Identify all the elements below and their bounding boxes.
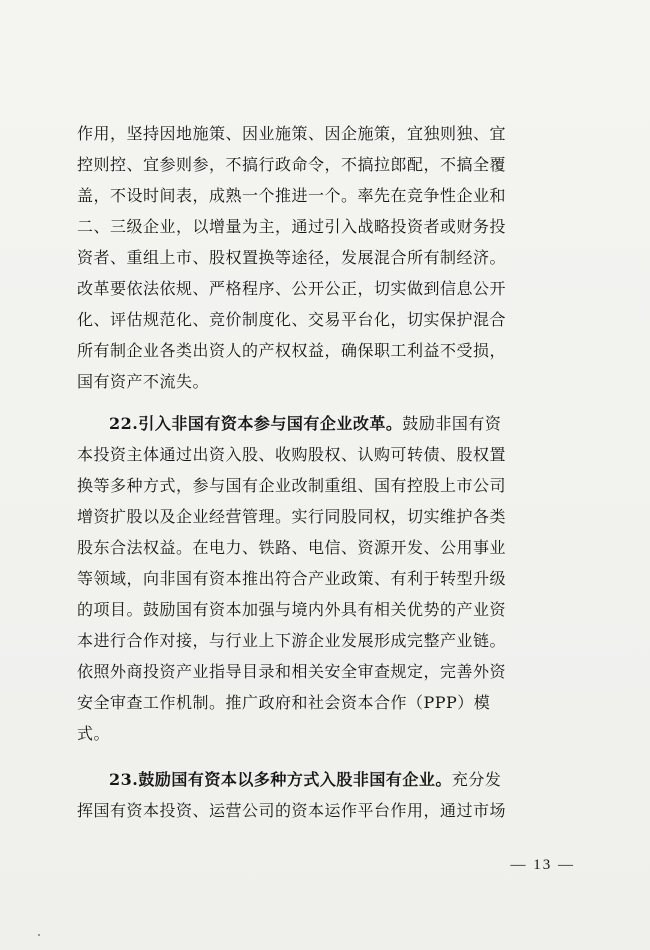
text-line: 式。 (77, 724, 111, 743)
section-22-heading: 22.引入非国有资本参与国有企业改革。 (109, 414, 403, 433)
text-line: 安全审查工作机制。推广政府和社会资本合作（PPP）模 (77, 693, 491, 712)
text-run: 充分发 (451, 770, 502, 789)
text-line: 换等多种方式，参与国有企业改制重组、国有控股上市公司 (77, 476, 507, 495)
page-number: — 13 — (510, 857, 575, 873)
text-line: 国有资产不流失。 (77, 372, 210, 391)
text-line: 作用，坚持因地施策、因业施策、因企施策，宜独则独、宜 (77, 124, 507, 143)
text-line: 盖，不设时间表，成熟一个推进一个。率先在竞争性企业和 (77, 186, 507, 205)
text-line: 增资扩股以及企业经营管理。实行同股同权，切实维护各类 (77, 507, 507, 526)
text-line: 化、评估规范化、竞价制度化、交易平台化，切实保护混合 (77, 310, 507, 329)
paragraph-gap (77, 397, 577, 408)
text-line: 本投资主体通过出资入股、收购股权、认购可转债、股权置 (77, 445, 507, 464)
text-line: 所有制企业各类出资人的产权权益，确保职工利益不受损， (77, 341, 507, 360)
scan-speck (38, 934, 40, 936)
text-line: 的项目。鼓励国有资本加强与境内外具有相关优势的产业资 (77, 600, 507, 619)
paragraph-22-first-line (77, 408, 577, 439)
paragraph-23-first-line (77, 764, 577, 795)
section-23-heading: 23.鼓励国有资本以多种方式入股非国有企业。 (109, 770, 452, 789)
text-line: 等领域，向非国有资本推出符合产业政策、有利于转型升级 (77, 569, 507, 588)
text-line: 股东合法权益。在电力、铁路、电信、资源开发、公用事业 (77, 538, 507, 557)
paragraph-gap (77, 749, 577, 764)
text-line: 依照外商投资产业指导目录和相关安全审查规定，完善外资 (77, 662, 507, 681)
text-line: 挥国有资本投资、运营公司的资本运作平台作用，通过市场 (77, 801, 507, 820)
text-line: 改革要依法依规、严格程序、公开公正，切实做到信息公开 (77, 279, 507, 298)
text-line: 资者、重组上市、股权置换等途径，发展混合所有制经济。 (77, 248, 507, 267)
text-line: 二、三级企业，以增量为主，通过引入战略投资者或财务投 (77, 217, 507, 236)
text-line: 控则控、宜参则参，不搞行政命令，不搞拉郎配，不搞全覆 (77, 155, 507, 174)
body-text (77, 118, 577, 826)
text-run: 鼓励非国有资 (402, 414, 502, 433)
text-line: 本进行合作对接，与行业上下游企业发展形成完整产业链。 (77, 631, 507, 650)
